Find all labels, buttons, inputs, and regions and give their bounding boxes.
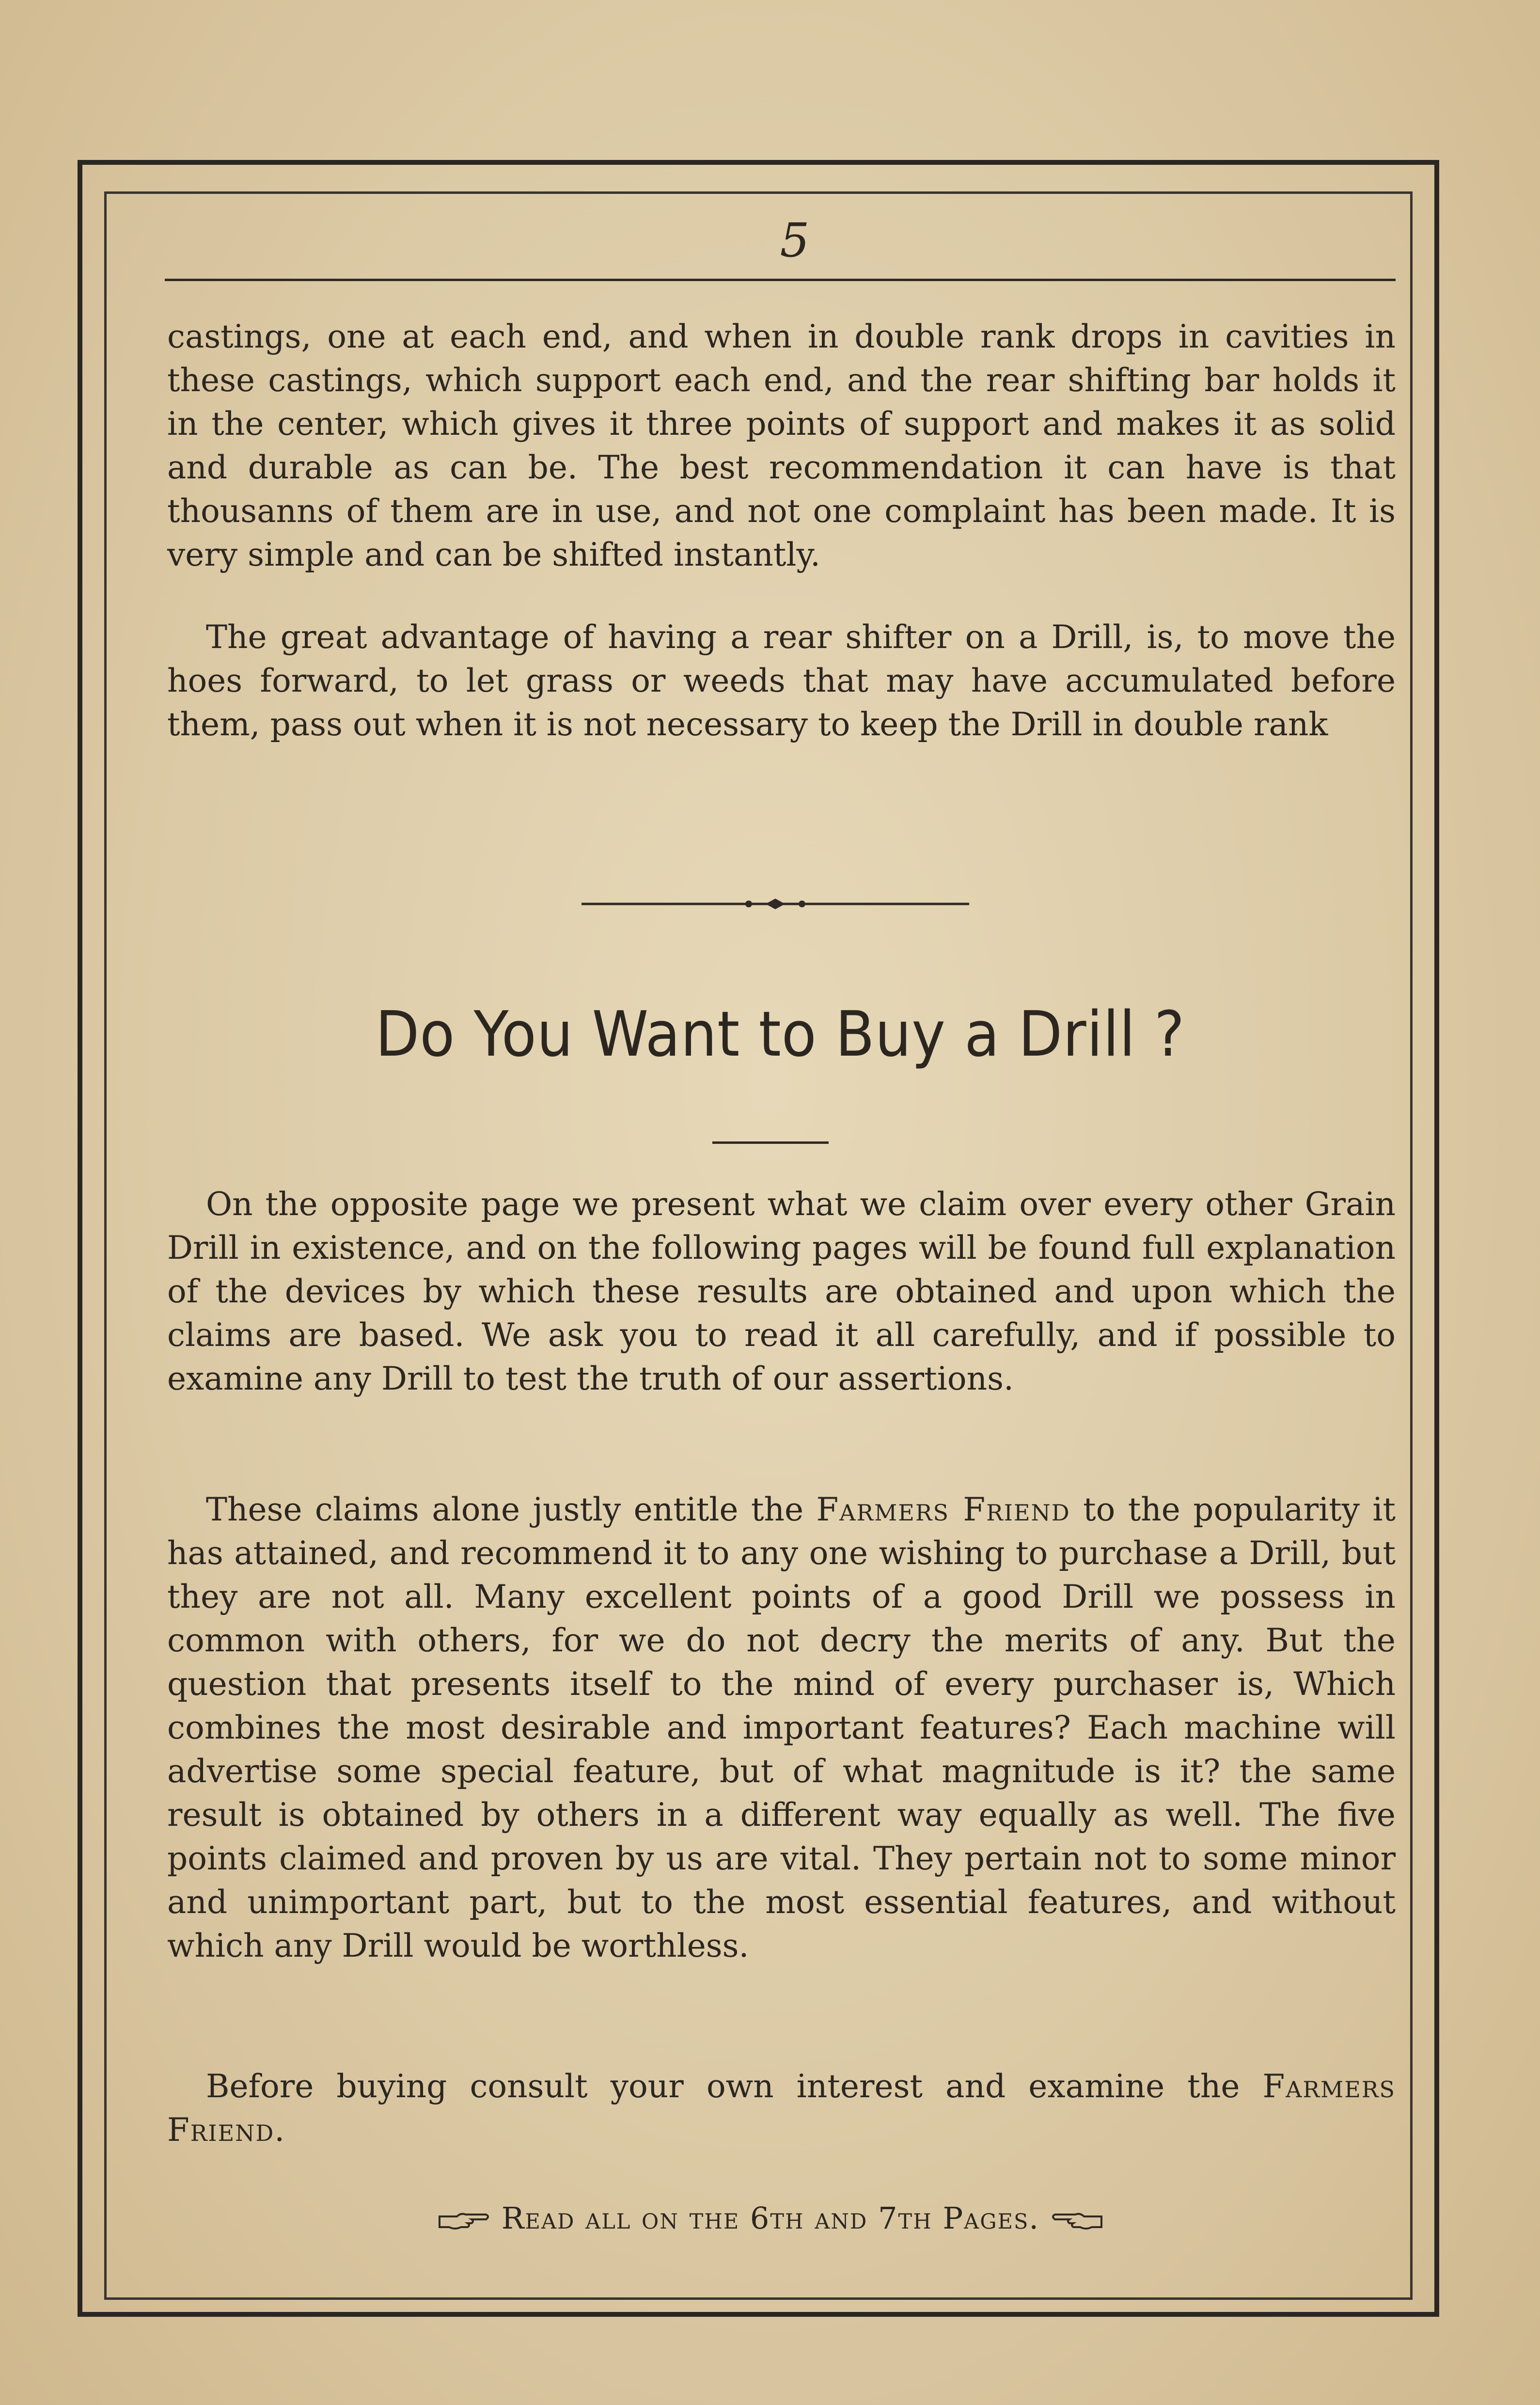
paragraph-segment: Before buying consult your own interest and examine the [206, 2068, 1240, 2105]
paragraph-segment: to the popularity it has attained, and recommend it to any one wishing to purchase a Drill, but they are not all. Many excellent points of a good Drill we possess in common with others, for we do not decry the merits of any. But the question that presents itself to the mind of every purchaser is, Which combines the most desirable and important features? Each machine will advertise some special feature, but of what magnitude is it? the same result is obtained by others in a different way equally as well. The five points claimed and proven by us are vital. They pertain not to some minor and unimportant part, but to the most essential features, and without which any Drill would be worthless. [167, 1491, 1396, 1964]
brand-name: Farmers Friend. [167, 2068, 1396, 2149]
paragraph-text [167, 1488, 1396, 1968]
pointing-hand-right-icon [438, 2210, 491, 2232]
paragraph-text [167, 2065, 1396, 2152]
paragraph-text: The great advantage of having a rear shifter on a Drill, is, to move the hoes forward, to let grass or weeds that may have accumulated before them, pass out when it is not necessary to keep the Drill in double rank [167, 618, 1396, 743]
footer-note [310, 2200, 1231, 2236]
paragraph-rear-shifter [167, 616, 1396, 746]
ornamental-divider [581, 897, 969, 911]
pointing-hand-left-icon [1050, 2210, 1103, 2232]
paragraph-before-buying [167, 2065, 1396, 2152]
page-number: 5 [780, 213, 810, 268]
paragraph-castings [167, 315, 1396, 577]
headline-rule [712, 1141, 829, 1144]
headline: Do You Want to Buy a Drill ? [375, 998, 1185, 1071]
brand-name: Farmers Friend [816, 1491, 1070, 1528]
paragraph-opposite-page [167, 1183, 1396, 1401]
paragraph-text: castings, one at each end, and when in double rank drops in cavities in these castings, which support each end, and the rear shifting bar holds it in the center, which gives it three points of support and makes it as solid and durable as can be. The best recommendation it can have is that thousanns of them are in use, and not one complaint has been made. It is very simple and can be shifted instantly. [167, 318, 1396, 573]
paragraph-segment: These claims alone justly entitle the [206, 1491, 804, 1528]
paragraph-text: On the opposite page we present what we claim over every other Grain Drill in existence, and on the following pages will be found full explanation of the devices by which these results are obtained and upon which the claims are based. We ask you to read it all carefully, and if possible to examine any Drill to test the truth of our assertions. [167, 1186, 1396, 1397]
paragraph-claims [167, 1488, 1396, 1968]
header-rule [165, 279, 1396, 281]
footer-text: Read all on the 6th and 7th Pages. [501, 2200, 1040, 2236]
